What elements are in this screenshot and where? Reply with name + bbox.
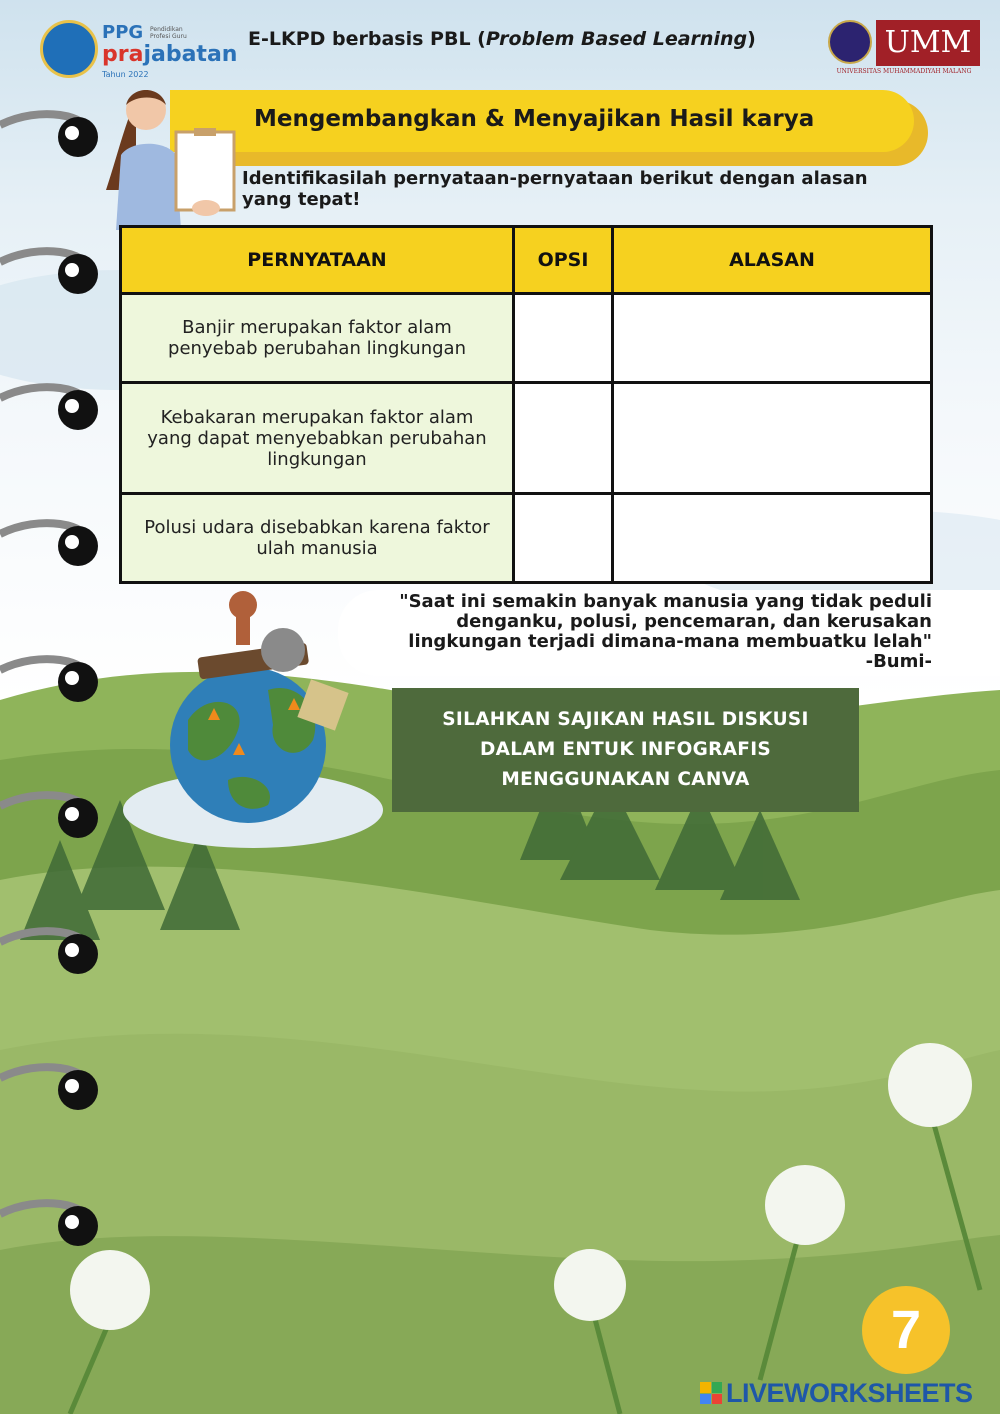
instruction-text: Identifikasilah pernyataan-pernyataan berikut dengan alasan yang tepat! bbox=[242, 168, 868, 210]
statement-table bbox=[119, 225, 933, 584]
column-header-reason: ALASAN bbox=[613, 227, 932, 294]
prajabatan-logo-text: prajabatan bbox=[102, 42, 238, 67]
teacher-with-clipboard-icon bbox=[96, 80, 246, 230]
statement-cell: Banjir merupakan faktor alam penyebab perubahan lingkungan bbox=[121, 294, 514, 383]
section-title: Mengembangkan & Menyajikan Hasil karya bbox=[254, 106, 815, 132]
spiral-ring-icon bbox=[0, 1058, 100, 1118]
umm-logo bbox=[828, 18, 980, 78]
infographic-instruction-text: SILAHKAN SAJIKAN HASIL DISKUSI DALAM ENTUK INFOGRAFIS MENGGUNAKAN CANVA bbox=[442, 709, 809, 790]
ppg-logo-text: PPG bbox=[102, 22, 144, 43]
reason-answer-cell[interactable] bbox=[613, 294, 932, 383]
ppg-prajabatan-logo bbox=[40, 20, 240, 82]
statement-cell: Kebakaran merupakan faktor alam yang dapat menyebabkan perubahan lingkungan bbox=[121, 383, 514, 494]
earth-quote bbox=[360, 592, 932, 672]
polluted-earth-icon bbox=[118, 570, 388, 855]
option-answer-cell[interactable] bbox=[514, 383, 613, 494]
umm-seal-icon bbox=[828, 20, 872, 64]
spiral-ring-icon bbox=[0, 378, 100, 438]
statement-cell: Polusi udara disebabkan karena faktor ulah manusia bbox=[121, 494, 514, 583]
document-header-title: E-LKPD berbasis PBL (Problem Based Learning) bbox=[248, 28, 756, 50]
liveworksheets-logo-icon bbox=[700, 1382, 722, 1404]
quote-author: -Bumi- bbox=[865, 651, 932, 672]
liveworksheets-brand-text: LIVEWORKSHEETS bbox=[726, 1377, 973, 1408]
page-number-badge: 7 bbox=[862, 1286, 950, 1374]
option-answer-cell[interactable] bbox=[514, 294, 613, 383]
infographic-instruction-box bbox=[392, 688, 859, 812]
option-answer-cell[interactable] bbox=[514, 494, 613, 583]
table-row bbox=[121, 294, 932, 383]
table-header-row bbox=[121, 227, 932, 294]
ppg-logo-subtext: Pendidikan Profesi Guru bbox=[150, 26, 187, 40]
umm-logo-subtitle: UNIVERSITAS MUHAMMADIYAH MALANG bbox=[836, 68, 972, 75]
column-header-option: OPSI bbox=[514, 227, 613, 294]
table-row bbox=[121, 383, 932, 494]
spiral-ring-icon bbox=[0, 514, 100, 574]
spiral-ring-icon bbox=[0, 922, 100, 982]
quote-text: "Saat ini semakin banyak manusia yang tidak peduli denganku, polusi, pencemaran, dan kerusakan lingkungan terjadi dimana-mana membuatku lelah" bbox=[399, 591, 932, 652]
spiral-ring-icon bbox=[0, 1194, 100, 1254]
column-header-statement: PERNYATAAN bbox=[121, 227, 514, 294]
liveworksheets-footer bbox=[700, 1376, 973, 1410]
ppg-logo-year: Tahun 2022 bbox=[102, 70, 149, 79]
spiral-ring-icon bbox=[0, 242, 100, 302]
spiral-ring-icon bbox=[0, 105, 100, 165]
reason-answer-cell[interactable] bbox=[613, 383, 932, 494]
spiral-ring-icon bbox=[0, 650, 100, 710]
tut-wuri-handayani-icon bbox=[40, 20, 98, 78]
spiral-ring-icon bbox=[0, 786, 100, 846]
reason-answer-cell[interactable] bbox=[613, 494, 932, 583]
umm-logo-text: UMM bbox=[876, 20, 980, 66]
